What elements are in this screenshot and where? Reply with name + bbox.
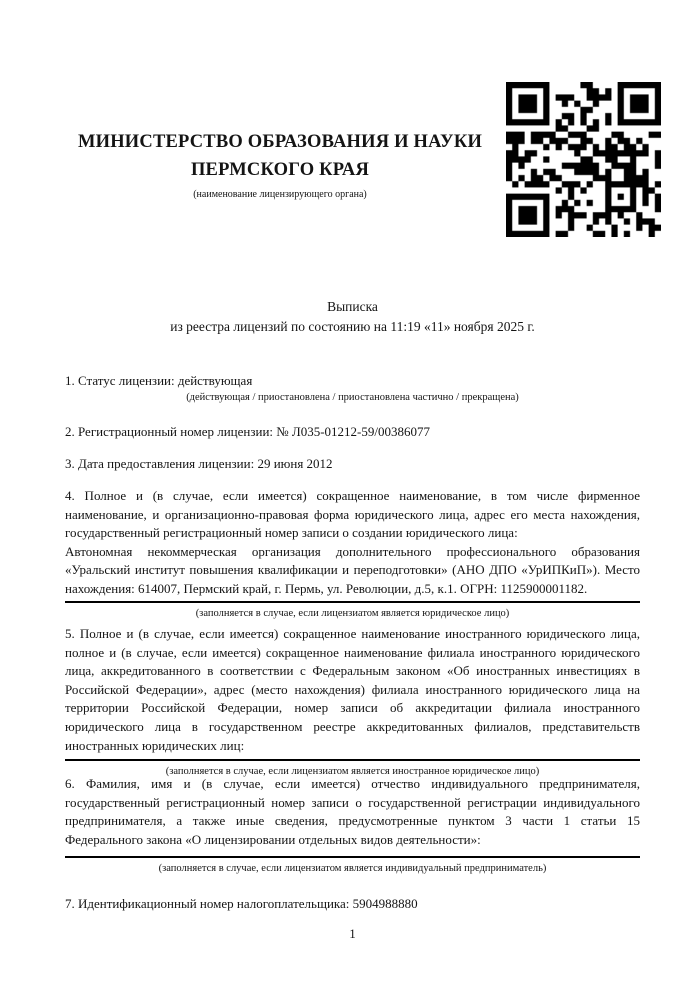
ministry-name-line1: МИНИСТЕРСТВО ОБРАЗОВАНИЯ И НАУКИ — [77, 132, 483, 152]
item-5-caption: (заполняется в случае, если лицензиатом является иностранное юридическое лицо) — [165, 766, 540, 778]
qr-code-icon — [506, 82, 661, 237]
licensing-authority-caption: (наименование лицензирующего органа) — [193, 189, 367, 200]
item-1-caption: (действующая / приостановлена / приостановлена частично / прекращена) — [186, 392, 519, 403]
item-7-taxpayer-number — [65, 895, 640, 914]
document-title-line1: Выписка — [327, 299, 378, 314]
item-6-underline — [65, 856, 640, 858]
item-5-underline — [65, 759, 640, 761]
item-5-foreign-entity — [65, 625, 640, 778]
item-2-registration-number — [65, 423, 640, 442]
item-6-caption: (заполняется в случае, если лицензиатом является индивидуальный предприниматель) — [158, 863, 547, 875]
item-4-answer: Автономная некоммерческая организация дополнительного профессионального образования «Уральский институт повышения квалификации и переподготовки» (АНО ДПО «УрИПКиП»). Место нахождения: 614007, Пермский край, г. Пермь, ул. Революции, д.5, к.1. ОГРН: 1125900001182. — [65, 543, 640, 596]
document-title-line2: из реестра лицензий по состоянию на 11:19 «11» ноября 2025 г. — [170, 319, 535, 334]
item-7-text: 7. Идентификационный номер налогоплательщика: 5904988880 — [65, 896, 418, 911]
ministry-name-line2: ПЕРМСКОГО КРАЯ — [190, 160, 370, 180]
document-title — [65, 297, 640, 337]
item-4-question: 4. Полное и (в случае, если имеется) сокращенное наименование, в том числе фирменное наименование, и организационно-правовая форма юридического лица, адрес его места нахождения, государственный регистрационный номер записи о создании юридического лица: — [65, 488, 640, 541]
item-3-text: 3. Дата предоставления лицензии: 29 июня 2012 — [65, 456, 333, 471]
item-6-question: 6. Фамилия, имя и (в случае, если имеется) отчество индивидуального предпринимателя, государственный регистрационный номер записи о государственной регистрации индивидуального предпринимателя, а также иные сведения, предусмотренные пунктом 3 части 1 статьи 15 Федерального закона «О лицензировании отдельных видов деятельности»: — [65, 776, 640, 847]
item-1-license-status — [65, 372, 640, 391]
page-number: 1 — [349, 926, 356, 941]
item-4-caption: (заполняется в случае, если лицензиатом является юридическое лицо) — [195, 607, 510, 619]
item-6-individual-entrepreneur — [65, 775, 640, 875]
item-5-question: 5. Полное и (в случае, если имеется) сокращенное наименование иностранного юридического лица, полное и (в случае, если имеется) сокращенное наименование филиала иностранного юридического лица, аккредитованного в соответствии с Федеральным законом «Об иностранных инвестициях в Российской Федерации», адрес (место нахождения) филиала иностранного юридического лица на территории Российской Федерации, номер записи об аккредитации филиала иностранного юридического лица в государственном реестре аккредитованных филиалов, представительств иностранных юридических лиц: — [65, 626, 640, 753]
item-1-text: 1. Статус лицензии: действующая — [65, 373, 253, 388]
document-header — [65, 128, 495, 201]
item-3-license-date — [65, 455, 640, 474]
item-4-underline — [65, 601, 640, 603]
item-2-text: 2. Регистрационный номер лицензии: № Л035-01212-59/00386077 — [65, 424, 431, 439]
item-4-legal-entity — [65, 487, 640, 620]
